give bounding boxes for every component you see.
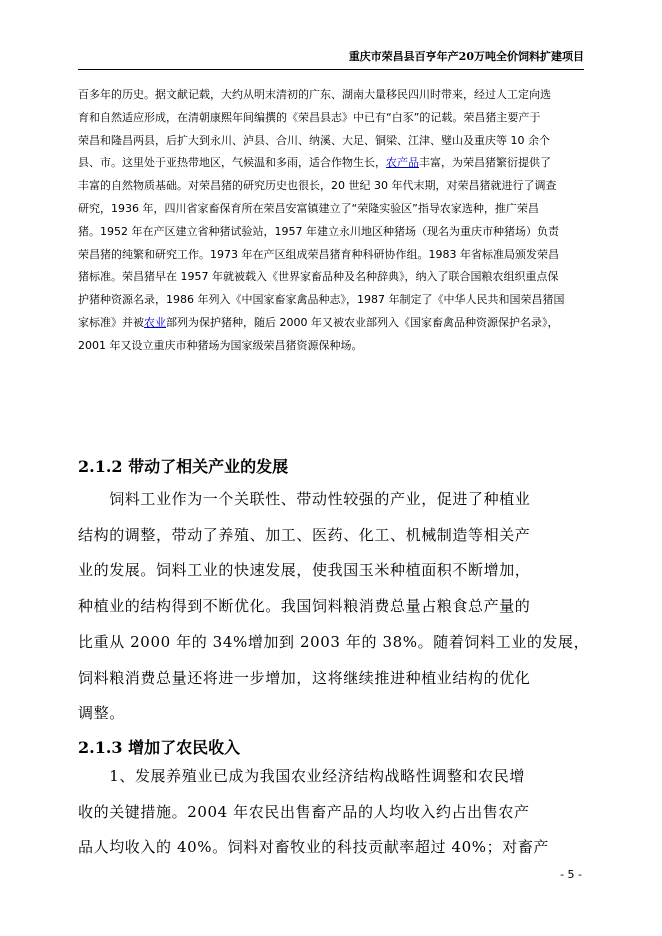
- text-line: 种植业的结构得到不断优化。我国饲料粮消费总量占粮食总产量的: [78, 597, 531, 616]
- text-line: 业的发展。饲料工业的快速发展，使我国玉米种植面积不断增加，: [78, 561, 531, 580]
- text-line: 护猪种资源名录，1986 年列入《中国家畜家禽品种志》，1987 年制定了《中华人民共和国荣昌猪国: [78, 293, 565, 307]
- section-2-1-2-paragraph: [78, 482, 590, 732]
- text-line: 比重从 2000 年的 34%增加到 2003 年的 38%。随着饲料工业的发展，: [78, 632, 590, 651]
- text-line: [78, 312, 586, 335]
- agriculture-link[interactable]: 农业: [144, 315, 166, 329]
- text-line: 猪。1952 年在产区建立省种猪试验站，1957 年建立永川地区种猪场（现名为重庆市种猪场）负责: [78, 224, 559, 238]
- page-number: - 5 -: [560, 868, 582, 881]
- text-line: 研究，1936 年，四川省家畜保育所在荣昌安富镇建立了“荣隆实验区”指导农家选种，推广荣昌: [78, 201, 539, 215]
- text-line: [78, 152, 586, 175]
- text-line: 1、发展养殖业已成为我国农业经济结构战略性调整和农民增: [78, 767, 525, 785]
- text-segment: 县、市。这里处于亚热带地区，气候温和多雨，适合作物生长，: [78, 156, 386, 170]
- text-line: 百多年的历史。据文献记载，大约从明末清初的广东、湖南大量移民四川时带来，经过人工定向选: [78, 88, 551, 101]
- text-segment: 部列为保护猪种，随后 2000 年又被农业部列入《国家畜禽品种资源保护名录》，: [166, 315, 559, 329]
- section-heading-2-1-3: 2.1.3 增加了农民收入: [78, 738, 241, 757]
- text-line: 猪标准。荣昌猪早在 1957 年就被载入《世界家畜品种及名种辞典》，纳入了联合国粮农组织重点保: [78, 270, 559, 284]
- section-heading-2-1-2: 2.1.2 带动了相关产业的发展: [78, 457, 289, 476]
- text-line: 调整。: [78, 704, 125, 723]
- history-paragraph: [78, 84, 586, 358]
- section-2-1-3-paragraph: [78, 759, 586, 866]
- text-line: 荣昌和隆昌两县，后扩大到永川、泸县、合川、纳溪、大足、铜梁、江津、璧山及重庆等 10 余个: [78, 133, 550, 147]
- text-segment: 丰富，为荣昌猪繁衍提供了: [419, 156, 551, 170]
- text-line: 饲料粮消费总量还将进一步增加，这将继续推进种植业结构的优化: [78, 668, 531, 687]
- text-line: 丰富的自然物质基础。对荣昌猪的研究历史也很长，20 世纪 30 年代末期，对荣昌猪就进行了调查: [78, 179, 557, 193]
- text-line: 2001 年又设立重庆市种猪场为国家级荣昌猪资源保种场。: [78, 338, 363, 352]
- text-line: 育和自然适应形成，在清朝康熙年间编撰的《荣昌县志》中已有“白豕”的记载。荣昌猪主要产于: [78, 110, 541, 124]
- text-line: 品人均收入的 40%。饲料对畜牧业的科技贡献率超过 40%；对畜产: [78, 838, 550, 857]
- agricultural-products-link[interactable]: 农产品: [386, 156, 419, 170]
- text-line: 收的关键措施。2004 年农民出售畜产品的人均收入约占出售农产: [78, 802, 530, 821]
- text-segment: 家标准》并被: [78, 315, 144, 329]
- text-line: 饲料工业作为一个关联性、带动性较强的产业，促进了种植业: [78, 490, 531, 508]
- text-line: 荣昌猪的纯繁和研究工作。1973 年在产区组成荣昌猪育种科研协作组。1983 年省标准局颁发荣昌: [78, 247, 559, 261]
- text-line: 结构的调整，带动了养殖、加工、医药、化工、机械制造等相关产: [78, 525, 531, 544]
- page-header: 重庆市荣昌县百亨年产20万吨全价饲料扩建项目: [78, 48, 584, 70]
